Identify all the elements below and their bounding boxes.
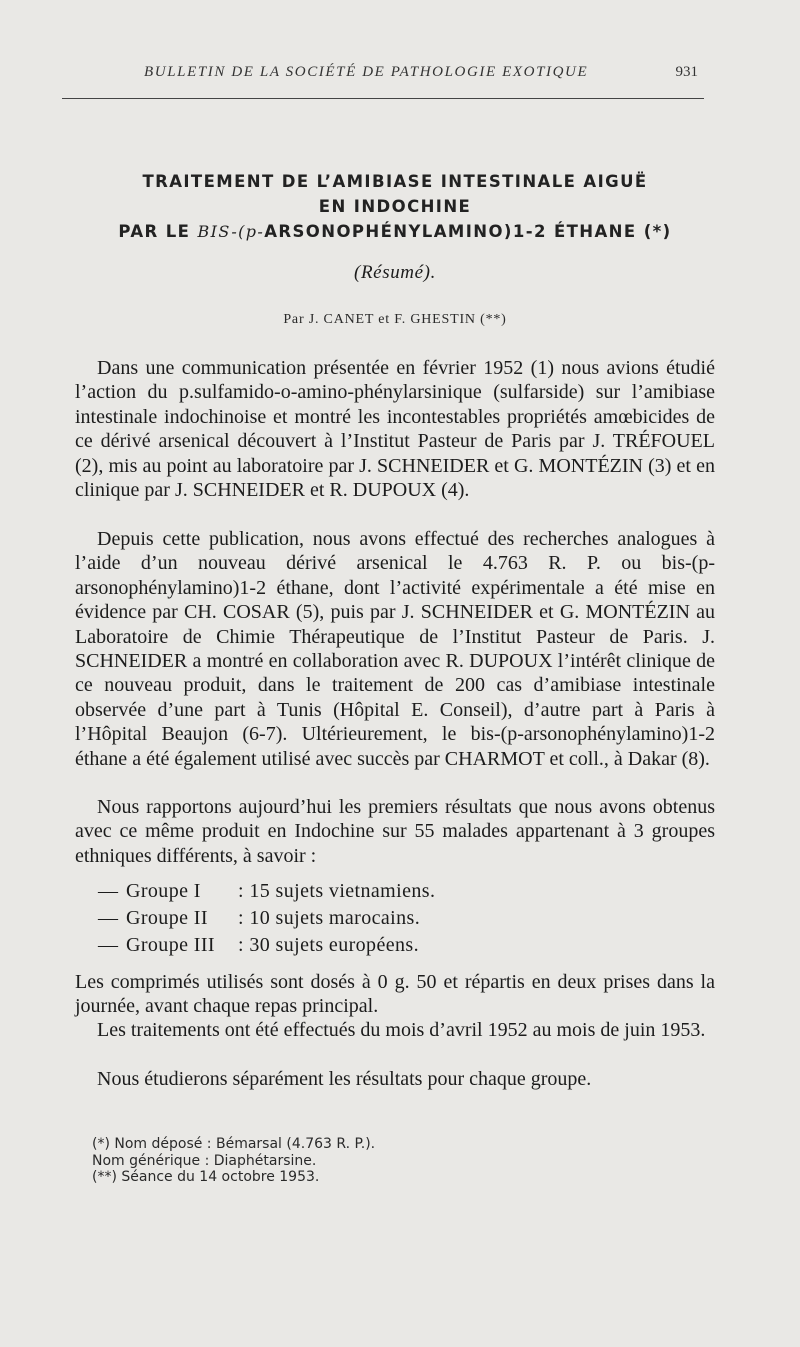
authors-line: Par J. CANET et F. GHESTIN (**) bbox=[283, 312, 507, 327]
group-list bbox=[98, 878, 598, 959]
paragraph-4: Les comprimés utilisés sont dosés à 0 g. 50 et répartis en deux prises dans la journée, avant chaque repas principal. bbox=[75, 971, 715, 1018]
paragraph-5: Les traitements ont été effectués du mois d’avril 1952 au mois de juin 1953. bbox=[97, 1019, 706, 1041]
paragraph-6: Nous étudierons séparément les résultats pour chaque groupe. bbox=[97, 1068, 592, 1090]
article-title-line-1: TRAITEMENT DE L’AMIBIASE INTESTINALE AIGUË bbox=[142, 172, 648, 191]
title-prefix: PAR LE bbox=[118, 222, 198, 241]
title-suffix: ARSONOPHÉNYLAMINO)1-2 ÉTHANE (*) bbox=[264, 222, 672, 241]
title-italic: BIS-(p- bbox=[197, 222, 265, 241]
article-title-line-3 bbox=[70, 222, 720, 241]
list-item: — Groupe II : 10 sujets marocains. bbox=[98, 907, 421, 929]
article-title-line-2: EN INDOCHINE bbox=[318, 197, 472, 216]
footnote-2: Nom générique : Diaphétarsine. bbox=[92, 1152, 317, 1169]
resume-label: (Résumé). bbox=[354, 262, 436, 283]
footnote-1: (*) Nom déposé : Bémarsal (4.763 R. P.). bbox=[92, 1136, 376, 1152]
paragraph-2: Depuis cette publication, nous avons effectué des recherches analogues à l’aide d’un nouveau dérivé arsenical le 4.763 R. P. ou bis-(p-arsonophénylamino)1-2 éthane, dont l’activité expérimentale a été mise en évidence par CH. COSAR (5), puis par J. SCHNEIDER et G. MONTÉZIN au Laboratoire de Chimie Thérapeutique de l’Institut Pasteur de Paris. J. SCHNEIDER a montré en collaboration avec R. DUPOUX l’intérêt clinique de ce nouveau produit, dans le traitement de 200 cas d’amibiase intestinale observée d’une part à Tunis (Hôpital E. Conseil), d’autre part à Paris à l’Hôpital Beaujon (6-7). Ultérieurement, le bis-(p-arsonophénylamino)1-2 éthane a été également utilisé avec succès par CHARMOT et coll., à Dakar (8). bbox=[75, 528, 715, 770]
list-item: — Groupe I : 15 sujets vietnamiens. bbox=[98, 880, 436, 902]
list-item: — Groupe III : 30 sujets européens. bbox=[98, 934, 419, 956]
page-number: 931 bbox=[675, 64, 698, 80]
footnotes bbox=[92, 1136, 652, 1186]
footnote-3: (**) Séance du 14 octobre 1953. bbox=[92, 1169, 320, 1185]
journal-title: BULLETIN DE LA SOCIÉTÉ DE PATHOLOGIE EXOTIQUE bbox=[144, 64, 589, 80]
running-header bbox=[62, 58, 704, 99]
paragraph-3: Nous rapportons aujourd’hui les premiers résultats que nous avons obtenus avec ce même produit en Indochine sur 55 malades appartenant à 3 groupes ethniques différents, à savoir : bbox=[75, 796, 715, 867]
paragraph-1: Dans une communication présentée en février 1952 (1) nous avions étudié l’action du p.sulfamido-o-amino-phénylarsinique (sulfarside) sur l’amibiase intestinale indochinoise et montré les incontestables propriétés amœbicides de ce dérivé arsenical découvert à l’Institut Pasteur de Paris par J. TRÉFOUEL (2), mis au point au laboratoire par J. SCHNEIDER et G. MONTÉZIN (3) et en clinique par J. SCHNEIDER et R. DUPOUX (4). bbox=[75, 357, 715, 502]
